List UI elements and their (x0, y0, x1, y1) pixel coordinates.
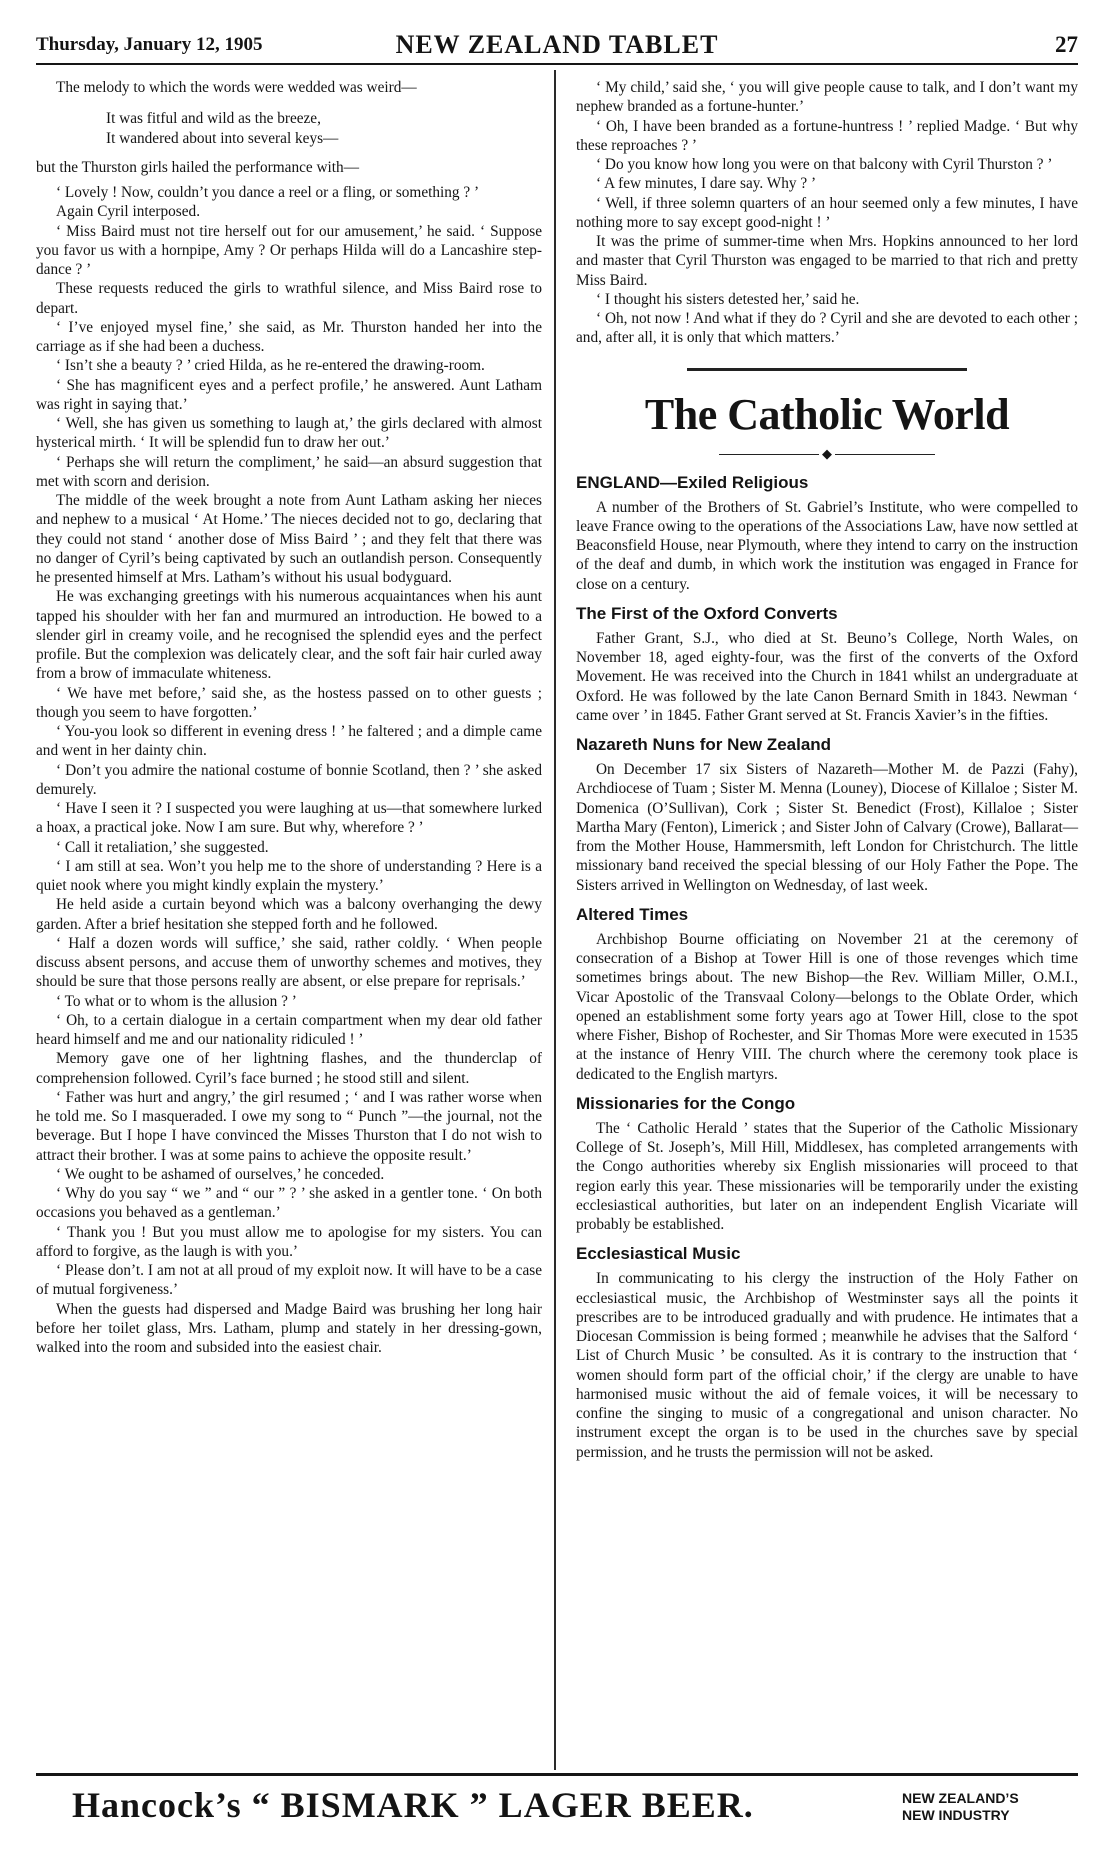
story-paragraph: ‘ You-you look so different in evening dress ! ’ he faltered ; and a dimple came and went in her dainty chin. (36, 723, 542, 760)
article-heading: Missionaries for the Congo (576, 1093, 796, 1113)
header-rule (36, 63, 1078, 65)
diamond-ornament-icon: ◆ (822, 445, 832, 461)
story-paragraph: ‘ We have met before,’ said she, as the hostess passed on to other guests ; though you seem to have forgotten.’ (36, 684, 542, 721)
story-paragraph: but the Thurston girls hailed the performance with— (36, 158, 359, 176)
story-paragraph: ‘ Do you know how long you were on that balcony with Cyril Thurston ? ’ (596, 156, 1053, 173)
article (576, 473, 1078, 594)
footer-advertisement (36, 1784, 1078, 1840)
article (576, 905, 1078, 1084)
masthead-title: NEW ZEALAND TABLET (395, 30, 719, 59)
story-paragraph: ‘ Father was hurt and angry,’ the girl resumed ; ‘ and I was rather worse when he told me. So I masqueraded. I owe my song to “ Punch ”—the journal, not the beverage. But I hope I have convinced the Misses Thurston that I do not wish to attract their brother. I was at some pains to achieve the opposite result.’ (36, 1088, 542, 1164)
story-paragraph: When the guests had dispersed and Madge Baird was brushing her long hair before her toilet glass, Mrs. Latham, plump and stately in her dressing-gown, walked into the room and subsided into the easiest chair. (36, 1300, 542, 1356)
ornament-line (835, 454, 935, 455)
story-paragraph: ‘ I’ve enjoyed mysel fine,’ she said, as Mr. Thurston handed her into the carriage as if she had been a duchess. (36, 318, 542, 355)
article-body: In communicating to his clergy the instruction of the Holy Father on ecclesiastical music, the Archbishop of Westminster says all the points it prescribes are to be introduced gradually and with prudence. He intimates that a Diocesan Commission is being formed ; meanwhile he advises that the Salford ‘ List of Church Music ’ be consulted. As it is contrary to the instruction that ‘ women should form part of the official choir,’ if the clergy are unable to have harmonised music without the aid of female voices, it will be necessary to confine the singing to music of a congregational and unison character. No instrument except the organ is to be used in the churches save by special permission, and he trusts the permission will not be asked. (576, 1270, 1078, 1461)
story-paragraph: ‘ Have I seen it ? I suspected you were laughing at us—that somewhere lurked a hoax, a practical joke. Now I am sure. But why, wherefore ? ’ (36, 800, 542, 837)
story-paragraph: ‘ Call it retaliation,’ she suggested. (56, 838, 269, 856)
right-column (576, 78, 1078, 1462)
article-heading: The First of the Oxford Converts (576, 603, 838, 623)
story-paragraph: ‘ Please don’t. I am not at all proud of my exploit now. It will have to be a case of mutual forgiveness.’ (36, 1262, 542, 1299)
verse (36, 109, 542, 148)
story-paragraph: ‘ Lovely ! Now, couldn’t you dance a reel or a fling, or something ? ’ (56, 184, 480, 201)
section-title: The Catholic World (644, 389, 1010, 439)
tagline-line: NEW INDUSTRY (902, 1807, 1010, 1823)
story-paragraph: ‘ Miss Baird must not tire herself out for our amusement,’ he said. ‘ Suppose you favor us with a hornpipe, Amy ? Or perhaps Hilda will do a Lancashire step-dance ? ’ (36, 222, 542, 278)
column-divider (554, 70, 556, 1770)
story-paragraph: It was the prime of summer-time when Mrs. Hopkins announced to her lord and master that Cyril Thurston was engaged to be married to that rich and pretty Miss Baird. (576, 233, 1078, 289)
story-paragraph: ‘ My child,’ said she, ‘ you will give people cause to talk, and I don’t want my nephew branded as a fortune-hunter.’ (576, 79, 1078, 116)
verse-line: It was fitful and wild as the breeze, (106, 110, 321, 128)
story-paragraph: ‘ I am still at sea. Won’t you help me to the shore of understanding ? Here is a quiet nook where you might kindly explain the mystery.’ (36, 857, 542, 894)
tagline-line: NEW ZEALAND’S (902, 1790, 1019, 1806)
story-paragraph: ‘ Well, if three solemn quarters of an hour seemed only a few minutes, I have nothing more to say except good-night ! ’ (576, 194, 1078, 231)
story-paragraph: ‘ Don’t you admire the national costume of bonnie Scotland, then ? ’ she asked demurely. (36, 761, 542, 798)
story-paragraph: ‘ Well, she has given us something to laugh at,’ the girls declared with almost hysterical mirth. ‘ It will be splendid fun to draw her out.’ (36, 415, 542, 452)
story-paragraph: The middle of the week brought a note from Aunt Latham asking her nieces and nephew to a musical ‘ At Home.’ The nieces decided not to go, declaring that they could not stand ‘ another dose of Miss Baird ’ ; and they felt that there was no danger of Cyril’s being captivated by such an outlandish person. Consequently he presented himself at Mrs. Latham’s without his usual bodyguard. (36, 492, 542, 586)
story-paragraph: ‘ She has magnificent eyes and a perfect profile,’ he answered. Aunt Latham was right in saying that.’ (36, 376, 542, 413)
story-paragraph: Again Cyril interposed. (56, 203, 201, 221)
story-paragraph: ‘ I thought his sisters detested her,’ said he. (596, 290, 860, 308)
article (576, 1094, 1078, 1235)
article-heading: ENGLAND—Exiled Religious (576, 472, 809, 492)
running-header (36, 30, 1078, 64)
advert-text: Hancock’s “ BISMARK ” LAGER BEER. (72, 1785, 754, 1825)
ornament-line (719, 454, 819, 455)
ornament-divider (576, 447, 1078, 461)
page-number: 27 (1055, 32, 1078, 57)
verse-line: It wandered about into several keys— (106, 129, 339, 147)
article-body: Archbishop Bourne officiating on November 21 at the ceremony of consecration of a Bishop at Tower Hill is one of those revenges which time sometimes brings about. The new Bishop—the Rev. William Miller, O.M.I., Vicar Apostolic of the Transvaal Colony—belongs to the Oblate Order, which opened an establishment some forty years ago at Tower Hill, close to the spot where Fisher, Bishop of Rochester, and Sir Thomas More were executed in 1535 at the instance of Henry VIII. The church where the ceremony took place is dedicated to the English martyrs. (576, 930, 1078, 1083)
article-heading: Nazareth Nuns for New Zealand (576, 735, 832, 754)
story-paragraph: ‘ Half a dozen words will suffice,’ she said, rather coldly. ‘ When people discuss absent persons, and accuse them of unworthy schemes and motives, they should be sure that those persons really are absent, or else prepare for reprisals.’ (36, 934, 542, 991)
article-body: Father Grant, S.J., who died at St. Beuno’s College, North Wales, on November 18, aged eighty-four, was the first of the converts of the Oxford Movement. He was received into the Church in 1841 whilst an undergraduate at Oxford. He was followed by the late Canon Bernard Smith in 1843. Newman ‘ came over ’ in 1845. Father Grant served at St. Francis Xavier’s in the fifties. (576, 629, 1078, 724)
article (576, 735, 1078, 895)
article-heading: Ecclesiastical Music (576, 1244, 741, 1264)
issue-date: Thursday, January 12, 1905 (36, 34, 263, 55)
story-paragraph: ‘ Isn’t she a beauty ? ’ cried Hilda, as he re-entered the drawing-room. (56, 357, 485, 375)
story-paragraph: ‘ Oh, not now ! And what if they do ? Cyril and she are devoted to each other ; and, after all, it is only that which matters.’ (576, 310, 1078, 347)
section-rule (687, 368, 967, 371)
left-column-story (36, 78, 542, 1357)
story-paragraph: ‘ Why do you say “ we ” and “ our ” ? ’ she asked in a gentler tone. ‘ On both occasions you behaved as a gentleman.’ (36, 1185, 542, 1222)
story-paragraph: ‘ To what or to whom is the allusion ? ’ (56, 992, 297, 1010)
article-body: A number of the Brothers of St. Gabriel’s Institute, who were compelled to leave France owing to the operations of the Associations Law, have now settled at Beaconsfield House, near Plymouth, where they intend to carry on the instruction of the deaf and dumb, in which work the institution was engaged in France for close on a century. (576, 498, 1078, 593)
story-paragraph: These requests reduced the girls to wrathful silence, and Miss Baird rose to depart. (36, 280, 542, 317)
story-paragraph: ‘ We ought to be ashamed of ourselves,’ he conceded. (56, 1165, 385, 1183)
story-paragraph: The melody to which the words were wedded was weird— (56, 79, 417, 96)
story-paragraph: ‘ Perhaps she will return the compliment,’ he said—an absurd suggestion that met with scorn and derision. (36, 453, 542, 490)
article-heading: Altered Times (576, 904, 689, 924)
story-paragraph: He was exchanging greetings with his numerous acquaintances when his aunt tapped his shoulder with her fan and murmured an introduction. He bowed to a slender girl in creamy voile, and he recognised the splendid eyes and the perfect profile. But the complexion was delicately clear, and the soft fair hair curled away from a brow of immaculate whiteness. (36, 588, 542, 683)
story-paragraph: Memory gave one of her lightning flashes, and the thunderclap of comprehension followed. Cyril’s face burned ; he stood still and silent. (36, 1050, 542, 1087)
article (576, 604, 1078, 725)
footer-rule (36, 1773, 1078, 1776)
article (576, 1244, 1078, 1462)
advert-tagline (902, 1790, 1019, 1824)
story-paragraph: ‘ Thank you ! But you must allow me to apologise for my sisters. You can afford to forgive, as the laugh is with you.’ (36, 1223, 542, 1260)
story-paragraph: ‘ Oh, to a certain dialogue in a certain compartment when my dear old father heard himself and me and our nationality ridiculed ! ’ (36, 1011, 542, 1048)
story-paragraph: He held aside a curtain beyond which was a balcony overhanging the dewy garden. After a brief hesitation she stepped forth and he followed. (36, 896, 542, 933)
article-body: The ‘ Catholic Herald ’ states that the Superior of the Catholic Missionary College of St. Joseph’s, Mill Hill, Middlesex, has completed arrangements with the Congo authorities whereby six English missionaries will proceed to that region early this year. These missionaries will be temporarily under the existing ecclesiastical authorities, but later on an independent English Vicariate will probably be established. (576, 1119, 1078, 1233)
article-body: On December 17 six Sisters of Nazareth—Mother M. de Pazzi (Fahy), Archdiocese of Tuam ; Sister M. Menna (Louney), Diocese of Killaloe ; Sister M. Domenica (O’Sullivan), Cork ; Sister St. Benedict (Frost), Killaloe ; Sister Martha Mary (Fenton), Limerick ; and Sister John of Calvary (Crowe), Ballarat—from the Mother House, Hammersmith, left London for Christchurch. The little missionary band received the special blessing of our Holy Father the Pope. The Sisters arrived in Wellington on Wednesday, of last week. (576, 761, 1078, 894)
story-paragraph: ‘ Oh, I have been branded as a fortune-huntress ! ’ replied Madge. ‘ But why these reproaches ? ’ (576, 117, 1078, 154)
story-paragraph: ‘ A few minutes, I dare say. Why ? ’ (596, 175, 817, 193)
